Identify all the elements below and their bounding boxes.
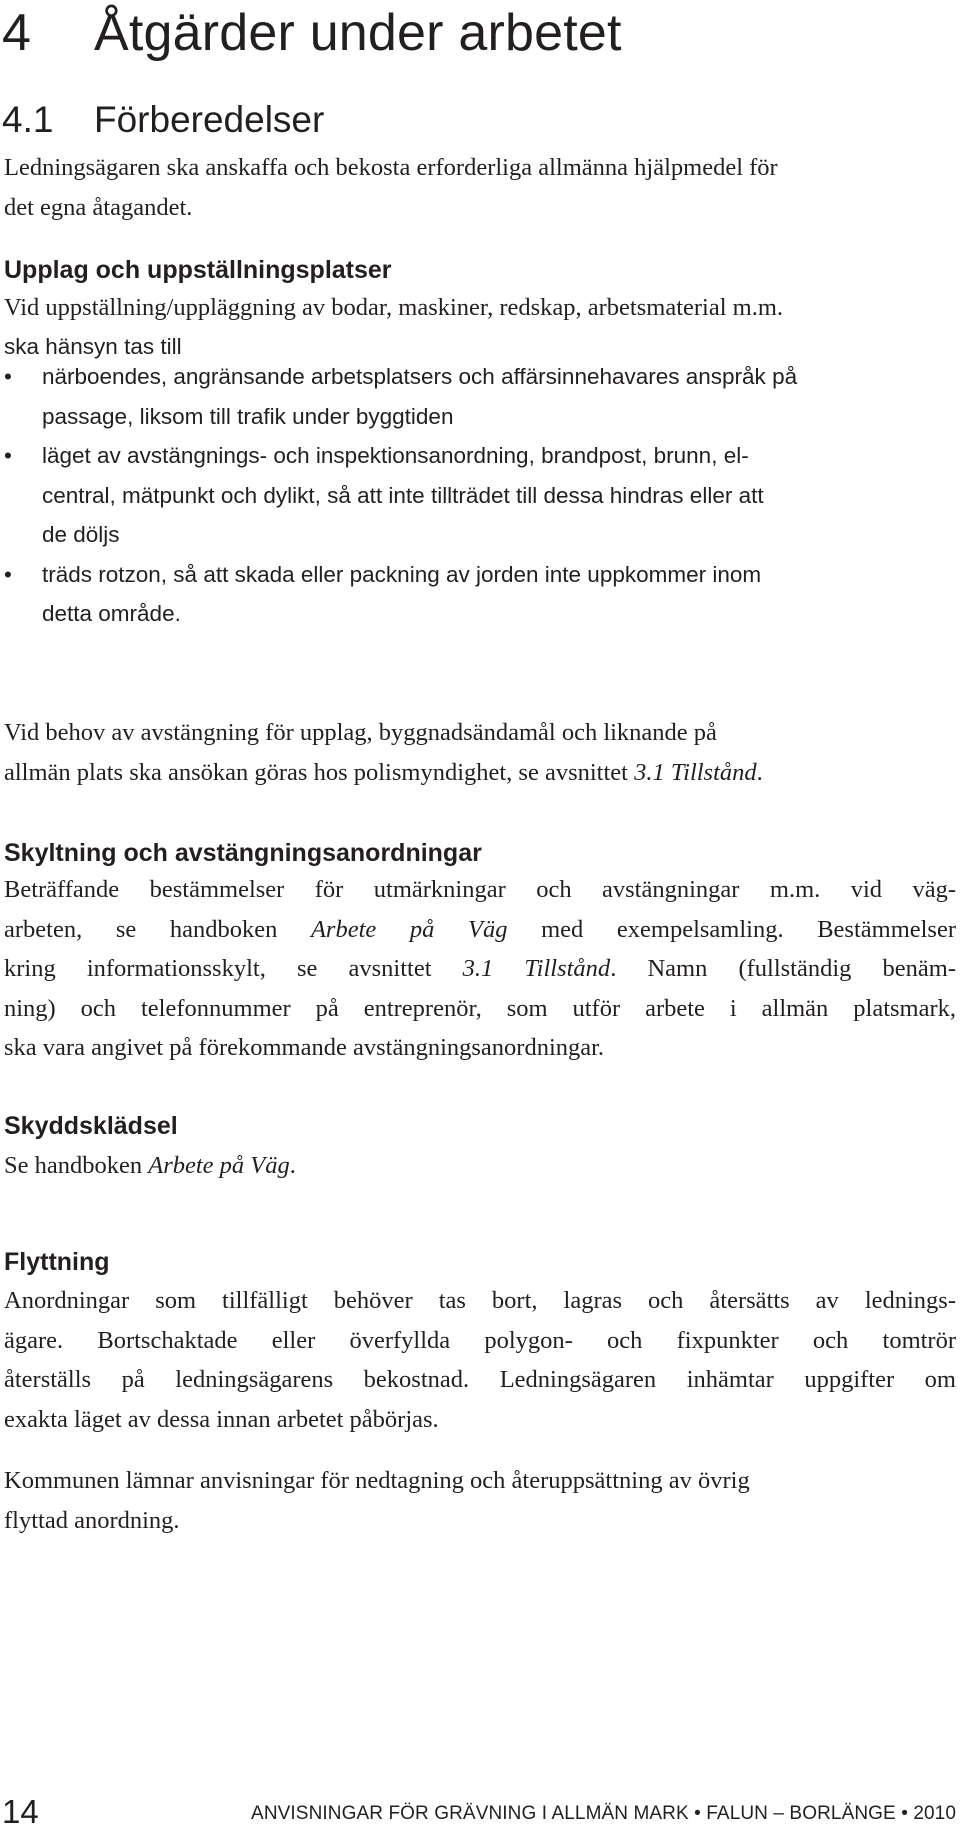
paragraph-line: Kommunen lämnar anvisningar för nedtagning och återuppsättning av övrig bbox=[4, 1467, 750, 1494]
text-run: Se handboken bbox=[4, 1152, 149, 1179]
paragraph-line bbox=[4, 949, 956, 989]
paragraph-line bbox=[4, 910, 956, 950]
bullet-dot: • bbox=[4, 364, 12, 389]
flyttning-paragraph-1 bbox=[4, 1281, 956, 1439]
upplag-line: Vid uppställning/uppläggning av bodar, maskiner, redskap, arbetsmaterial m.m. bbox=[4, 294, 784, 321]
list-item-line: detta område. bbox=[42, 601, 181, 626]
upplag-intro bbox=[4, 288, 956, 328]
paragraph-line bbox=[4, 1146, 956, 1186]
paragraph-line: Anordningar som tillfälligt behöver tas bort, lagras och återsätts av lednings- bbox=[4, 1287, 956, 1314]
chapter-heading bbox=[2, 2, 622, 64]
paragraph-line: ska vara angivet på förekommande avstängningsanordningar. bbox=[4, 1034, 605, 1061]
text-run: med exempelsamling. Bestämmelser bbox=[507, 915, 956, 943]
intro-paragraph bbox=[4, 148, 956, 227]
chapter-number: 4 bbox=[2, 4, 32, 62]
skyltning-heading: Skyltning och avstängningsanordningar bbox=[4, 839, 482, 867]
text-run: . bbox=[289, 1152, 296, 1179]
paragraph-line: flyttad anordning. bbox=[4, 1506, 180, 1534]
intro-line: det egna åtagandet. bbox=[4, 193, 193, 221]
paragraph-line: ning) och telefonnummer på entreprenör, som utför arbete i allmän platsmark, bbox=[4, 994, 956, 1022]
bullet-dot: • bbox=[4, 561, 12, 587]
upplag-line: ska hänsyn tas till bbox=[4, 334, 182, 359]
section-reference: 3.1 Tillstånd bbox=[462, 955, 611, 982]
paragraph-line bbox=[4, 753, 956, 793]
list-item bbox=[4, 555, 956, 634]
upplag-bullet-list bbox=[4, 357, 956, 634]
list-item-line: passage, liksom till trafik under byggtiden bbox=[42, 403, 454, 429]
paragraph-line: Beträffande bestämmelser för utmärkningar och avstängningar m.m. vid väg- bbox=[4, 876, 956, 903]
upplag-heading: Upplag och uppställningsplatser bbox=[4, 256, 392, 284]
intro-line: Ledningsägaren ska anskaffa och bekosta erforderliga allmänna hjälpmedel för bbox=[4, 154, 778, 181]
skyltning-paragraph bbox=[4, 870, 956, 1068]
text-run: kring informationsskylt, se avsnittet bbox=[4, 955, 463, 982]
text-run: . bbox=[756, 758, 763, 786]
handbook-reference: Arbete på Väg bbox=[148, 1152, 290, 1179]
list-item-line: närboendes, angränsande arbetsplatsers och affärsinnehavares anspråk på bbox=[42, 364, 798, 389]
text-run: arbeten, se handboken bbox=[4, 915, 311, 943]
bullet-dot: • bbox=[4, 443, 12, 468]
list-item bbox=[4, 436, 956, 555]
paragraph-line: ägare. Bortschaktade eller överfyllda polygon- och fixpunkter och tomtrör bbox=[4, 1326, 956, 1354]
list-item-line: central, mätpunkt och dylikt, så att inte tillträdet till dessa hindras eller att bbox=[42, 482, 764, 508]
section-reference: 3.1 Tillstånd bbox=[634, 758, 757, 786]
list-item bbox=[4, 357, 956, 436]
paragraph-line: återställs på ledningsägarens bekostnad. Ledningsägaren inhämtar uppgifter om bbox=[4, 1366, 956, 1393]
list-item-line: läget av avstängnings- och inspektionsanordning, brandpost, brunn, el- bbox=[42, 443, 749, 468]
paragraph-line: exakta läget av dessa innan arbetet påbörjas. bbox=[4, 1405, 439, 1433]
list-item-line: träds rotzon, så att skada eller packning av jorden inte uppkommer inom bbox=[42, 561, 762, 587]
page-number: 14 bbox=[2, 1793, 39, 1830]
upplag-followup bbox=[4, 713, 956, 792]
running-footer-title: ANVISNINGAR FÖR GRÄVNING I ALLMÄN MARK • FALUN – BORLÄNGE • 2010 bbox=[251, 1803, 956, 1824]
skydd-heading: Skyddsklädsel bbox=[4, 1112, 178, 1140]
page-footer bbox=[0, 1790, 960, 1834]
text-run: allmän plats ska ansökan göras hos polismyndighet, se avsnittet bbox=[4, 758, 635, 786]
skydd-paragraph bbox=[4, 1146, 956, 1186]
text-run: . Namn (fullständig benäm- bbox=[610, 955, 956, 982]
section-number: 4.1 bbox=[2, 99, 54, 140]
handbook-reference: Arbete på Väg bbox=[310, 915, 508, 943]
section-heading bbox=[2, 98, 324, 142]
chapter-title: Åtgärder under arbetet bbox=[94, 4, 622, 62]
paragraph-line: Vid behov av avstängning för upplag, byggnadsändamål och liknande på bbox=[4, 719, 717, 746]
flyttning-heading: Flyttning bbox=[4, 1248, 110, 1276]
section-title: Förberedelser bbox=[94, 99, 325, 140]
list-item-line: de döljs bbox=[42, 522, 120, 547]
flyttning-paragraph-2 bbox=[4, 1461, 956, 1540]
